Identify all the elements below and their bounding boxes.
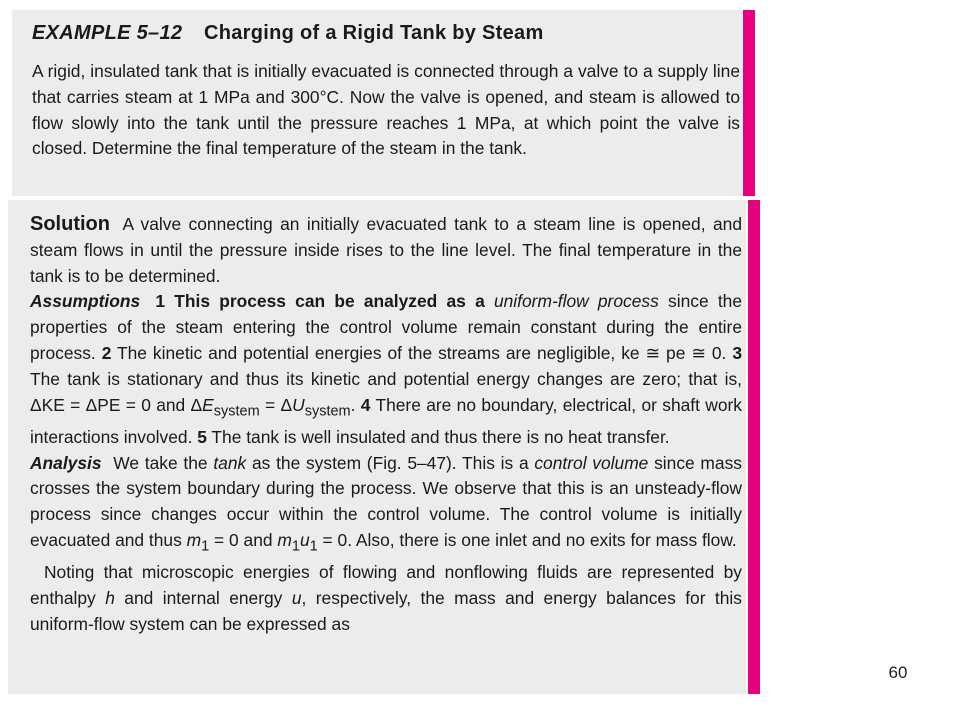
assumption-number: 4 [360, 394, 371, 415]
example-number: EXAMPLE 5–12 [32, 22, 183, 44]
assumption-number: 5 [197, 426, 207, 447]
page-number: 60 [888, 663, 908, 682]
uniform-flow-term: uniform-flow process [493, 291, 659, 312]
assumptions-label: Assumptions [30, 291, 141, 312]
example-panel [12, 10, 742, 196]
solution-text: A valve connecting an initially evacuated tank to a steam line is opened, and steam flows in until the pressure inside rises to the line level. The final temperature in the tank is to be determined. [30, 214, 742, 286]
analysis-paragraph: Analysis We take the tank as the system (Fig. 5–47). This is a control volume since mass crosses the system boundary during the process. We observe that this is an unsteady-flow process since changes occur within the control volume. The control volume is initially evacuated and thus $m_1 = 0$ and $m_1u_1 = 0$. Also, there is one inlet and no exits for mass flow. [30, 452, 742, 555]
solution-label: Solution [30, 213, 110, 235]
example-problem-text: A rigid, insulated tank that is initially evacuated is connected through a valve to a supply line that carries steam at 1 MPa and 300°C. Now the valve is opened, and steam is allowed to flow slowly into the tank until the pressure reaches 1 MPa, at which point the valve is closed. Determine the final temperature of the steam in the tank. [32, 61, 740, 159]
analysis-label: Analysis [30, 452, 102, 473]
solution-accent-bar [748, 200, 760, 694]
example-title: Charging of a Rigid Tank by Steam [204, 22, 544, 44]
assumption-number: 2 [101, 342, 112, 363]
example-accent-bar [743, 10, 755, 196]
noting-paragraph: Noting that microscopic energies of flowing and nonflowing fluids are represented by enthalpy h and internal energy u, respectively, the mass and energy balances for this uniform-flow system can be expressed as [30, 562, 742, 634]
assumption-number: 3 [732, 342, 743, 363]
example-heading [32, 22, 742, 45]
solution-paragraph [30, 212, 742, 289]
solution-panel [8, 200, 746, 694]
assumption-number: 1 This process can be analyzed as a [155, 291, 494, 312]
assumptions-paragraph: Assumptions 1 This process can be analyzed as a uniform-flow process since the properties of the steam entering the control volume remain constant during the entire process. 2 The kinetic and potential energies of the streams are negligible, ke ≅ pe ≅ 0. 3 The tank is stationary and thus its kinetic and potential energy changes are zero; that is, ΔKE = ΔPE = 0 and $\Delta E_{system} = \Delta U_{system}$. 4 There are no boundary, electrical, or shaft work interactions involved. 5 The tank is well insulated and thus there is no heat transfer. [30, 291, 743, 447]
